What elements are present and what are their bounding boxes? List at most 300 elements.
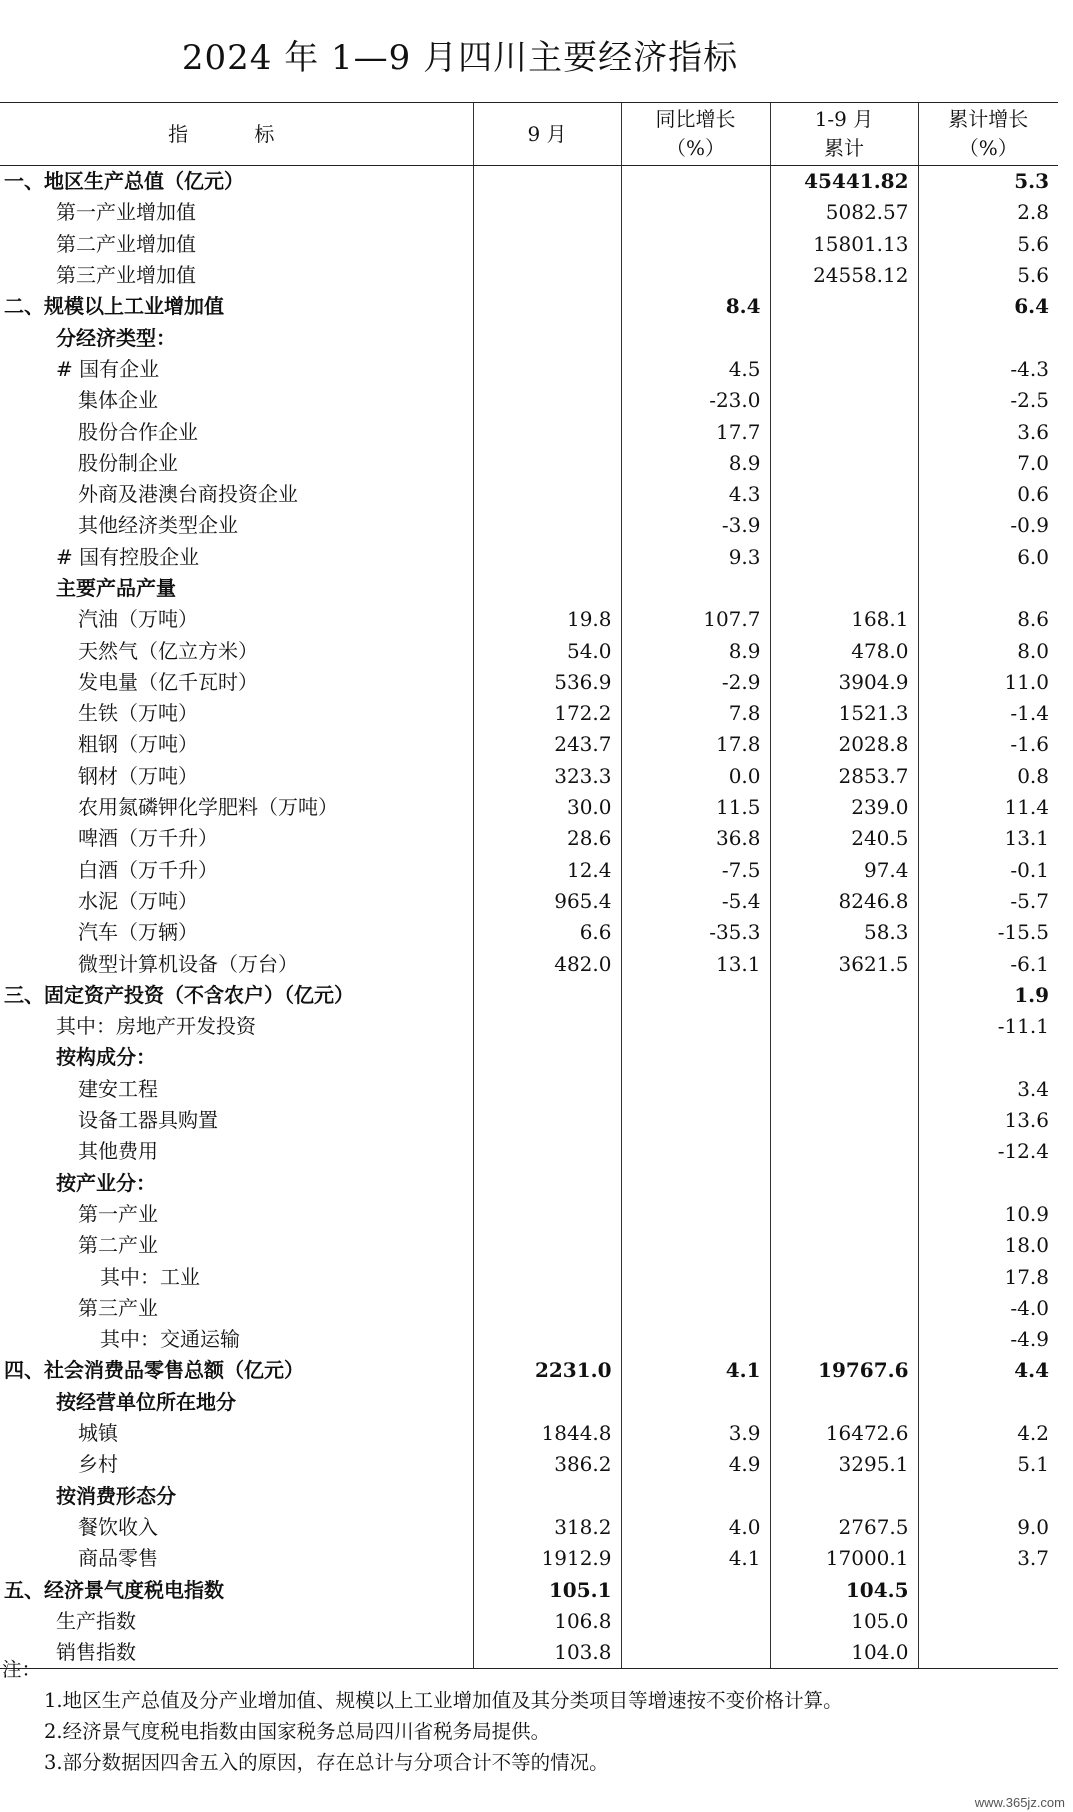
cell-cumulative-growth: -1.6 [918,729,1058,760]
cell-month-value [473,1324,621,1355]
row-label: 按构成分： [56,1045,156,1070]
header-yoy-line1: 同比增长 [655,107,736,131]
cell-yoy-growth [621,197,770,228]
table-row [0,542,1058,573]
cell-cumulative-growth: 3.7 [918,1543,1058,1574]
watermark-text: www.365jz.com [974,1795,1065,1810]
cell-month-value [473,479,621,510]
cell-cumulative-growth: -15.5 [918,917,1058,948]
table-row [0,729,1058,760]
row-label: 四、社会消费品零售总额（亿元） [4,1358,304,1383]
page-title: 2024 年 1—9 月四川主要经济指标 [181,38,739,78]
row-label: 集体企业 [78,388,158,413]
row-label: 微型计算机设备（万台） [78,951,298,976]
cell-cumulative-growth: -4.3 [918,354,1058,385]
cell-yoy-growth [621,1042,770,1073]
table-row [0,761,1058,792]
cell-month-value [473,354,621,385]
table-row [0,1136,1058,1167]
note-item: 3.部分数据因四舍五入的原因，存在总计与分项合计不等的情况。 [44,1751,609,1774]
cell-cumulative-value [770,1074,918,1105]
cell-cumulative-value: 168.1 [770,604,918,635]
cell-cumulative-growth: 0.8 [918,761,1058,792]
cell-month-value [473,1136,621,1167]
cell-yoy-growth [621,1105,770,1136]
row-label: 第一产业增加值 [56,200,196,225]
cell-cumulative-value: 239.0 [770,792,918,823]
cell-month-value [473,1261,621,1292]
cell-month-value: 386.2 [473,1449,621,1480]
cell-yoy-growth: -7.5 [621,855,770,886]
cell-yoy-growth: -2.9 [621,667,770,698]
table-row [0,1574,1058,1605]
row-label: 外商及港澳台商投资企业 [78,482,298,507]
cell-month-value [473,1387,621,1418]
header-cumulative [770,103,918,166]
table-row [0,1199,1058,1230]
table-row [0,1230,1058,1261]
cell-yoy-growth [621,1480,770,1511]
table-header-row [0,103,1058,166]
notes-section [0,1654,1060,1778]
cell-cumulative-growth [918,1042,1058,1073]
cell-cumulative-value: 2853.7 [770,761,918,792]
cell-cumulative-value [770,448,918,479]
cell-yoy-growth: 3.9 [621,1418,770,1449]
cell-cumulative-growth [918,322,1058,353]
cell-cumulative-value: 15801.13 [770,229,918,260]
cell-cumulative-growth: -2.5 [918,385,1058,416]
header-cum-growth [918,103,1058,166]
table-row [0,1387,1058,1418]
cell-cumulative-value: 58.3 [770,917,918,948]
cell-yoy-growth [621,260,770,291]
cell-cumulative-value: 45441.82 [770,166,918,198]
cell-cumulative-value [770,1480,918,1511]
cell-cumulative-value: 16472.6 [770,1418,918,1449]
cell-yoy-growth [621,1168,770,1199]
cell-cumulative-growth: -12.4 [918,1136,1058,1167]
cell-cumulative-value: 97.4 [770,855,918,886]
table-row [0,260,1058,291]
table-row [0,573,1058,604]
cell-month-value: 1912.9 [473,1543,621,1574]
row-label: 一、地区生产总值（亿元） [4,169,244,194]
cell-month-value [473,1293,621,1324]
cell-month-value [473,1105,621,1136]
cell-yoy-growth: 17.7 [621,416,770,447]
cell-month-value: 28.6 [473,823,621,854]
cell-yoy-growth: -35.3 [621,917,770,948]
table-row [0,166,1058,198]
cell-month-value [473,166,621,198]
row-label: 其中：交通运输 [100,1327,240,1352]
table-row [0,1449,1058,1480]
cell-month-value: 106.8 [473,1606,621,1637]
cell-cumulative-growth: 3.4 [918,1074,1058,1105]
table-row [0,698,1058,729]
row-label: 五、经济景气度税电指数 [4,1577,224,1602]
row-label: 其中：工业 [100,1264,200,1289]
cell-month-value [473,980,621,1011]
table-row [0,354,1058,385]
cell-cumulative-value [770,322,918,353]
cell-yoy-growth: 4.1 [621,1543,770,1574]
row-label: 第二产业增加值 [56,231,196,256]
row-label: 汽车（万辆） [78,920,198,945]
cell-yoy-growth [621,1199,770,1230]
cell-cumulative-value [770,573,918,604]
header-yoy [621,103,770,166]
row-label: # 国有控股企业 [56,544,200,569]
cell-cumulative-value: 105.0 [770,1606,918,1637]
cell-month-value: 243.7 [473,729,621,760]
cell-month-value: 103.8 [473,1637,621,1669]
cell-cumulative-growth: 4.2 [918,1418,1058,1449]
cell-cumulative-growth: -0.1 [918,855,1058,886]
cell-yoy-growth: 8.9 [621,448,770,479]
cell-cumulative-growth: 4.4 [918,1355,1058,1386]
row-label: 三、固定资产投资（不含农户）（亿元） [4,982,354,1007]
notes-heading: 注： [2,1658,42,1681]
cell-month-value [473,385,621,416]
table-row [0,792,1058,823]
cell-cumulative-growth: -5.7 [918,886,1058,917]
cell-cumulative-growth: 8.6 [918,604,1058,635]
table-row [0,1512,1058,1543]
row-label: 分经济类型： [56,325,176,350]
row-label: 第三产业增加值 [56,263,196,288]
row-label: 城镇 [78,1421,118,1446]
cell-cumulative-value: 17000.1 [770,1543,918,1574]
row-label: 农用氮磷钾化学肥料（万吨） [78,795,338,820]
table-row [0,1261,1058,1292]
cell-month-value: 172.2 [473,698,621,729]
cell-cumulative-value: 104.5 [770,1574,918,1605]
row-label: 白酒（万千升） [78,857,218,882]
table-row [0,1606,1058,1637]
cell-cumulative-growth [918,573,1058,604]
table-row [0,1074,1058,1105]
cell-cumulative-value [770,479,918,510]
cell-yoy-growth: 4.5 [621,354,770,385]
header-cumulative-line2: 累计 [824,136,864,160]
cell-cumulative-growth: 5.3 [918,166,1058,198]
header-month: 9 月 [473,103,621,166]
table-row [0,197,1058,228]
cell-cumulative-growth: 8.0 [918,635,1058,666]
cell-yoy-growth: 13.1 [621,948,770,979]
cell-yoy-growth [621,322,770,353]
cell-cumulative-value: 5082.57 [770,197,918,228]
cell-month-value: 12.4 [473,855,621,886]
cell-cumulative-value [770,1105,918,1136]
row-label: 钢材（万吨） [78,763,198,788]
cell-cumulative-value: 8246.8 [770,886,918,917]
header-cumulative-line1: 1-9 月 [814,107,874,131]
cell-cumulative-growth: 5.6 [918,229,1058,260]
cell-cumulative-growth: 11.4 [918,792,1058,823]
cell-cumulative-value [770,354,918,385]
cell-cumulative-value [770,1011,918,1042]
cell-yoy-growth: 9.3 [621,542,770,573]
table-row [0,510,1058,541]
header-cum-growth-line2: （%） [958,136,1018,160]
table-row [0,635,1058,666]
table-row [0,385,1058,416]
table-row [0,1293,1058,1324]
cell-month-value: 536.9 [473,667,621,698]
cell-cumulative-value [770,542,918,573]
cell-yoy-growth [621,166,770,198]
cell-cumulative-growth: 5.6 [918,260,1058,291]
table-row [0,886,1058,917]
cell-cumulative-growth [918,1387,1058,1418]
cell-month-value: 6.6 [473,917,621,948]
row-label: 粗钢（万吨） [78,732,198,757]
cell-cumulative-value: 24558.12 [770,260,918,291]
cell-month-value: 54.0 [473,635,621,666]
cell-month-value [473,1199,621,1230]
cell-cumulative-growth: 5.1 [918,1449,1058,1480]
cell-cumulative-growth [918,1480,1058,1511]
row-label: 其他费用 [78,1139,158,1164]
cell-yoy-growth [621,1293,770,1324]
table-row [0,1168,1058,1199]
cell-yoy-growth [621,1136,770,1167]
cell-month-value [473,1480,621,1511]
table-row [0,1042,1058,1073]
cell-cumulative-growth: 2.8 [918,197,1058,228]
indicators-table [0,102,1058,1669]
cell-yoy-growth: 36.8 [621,823,770,854]
cell-cumulative-growth [918,1574,1058,1605]
cell-month-value [473,448,621,479]
cell-month-value: 1844.8 [473,1418,621,1449]
cell-month-value [473,542,621,573]
row-label: 第三产业 [78,1295,158,1320]
row-label: 商品零售 [78,1546,158,1571]
cell-cumulative-value: 3295.1 [770,1449,918,1480]
table-row [0,917,1058,948]
cell-yoy-growth [621,1574,770,1605]
header-yoy-line2: （%） [665,136,725,160]
cell-yoy-growth [621,573,770,604]
cell-month-value: 482.0 [473,948,621,979]
cell-month-value: 318.2 [473,1512,621,1543]
row-label: 生产指数 [56,1608,136,1633]
row-label: 主要产品产量 [56,576,176,600]
cell-cumulative-growth: 18.0 [918,1230,1058,1261]
cell-cumulative-growth: -4.9 [918,1324,1058,1355]
cell-cumulative-value: 19767.6 [770,1355,918,1386]
table-row [0,1011,1058,1042]
cell-month-value [473,1042,621,1073]
cell-cumulative-growth: 9.0 [918,1512,1058,1543]
cell-yoy-growth [621,1230,770,1261]
header-cum-growth-line1: 累计增长 [948,107,1029,131]
cell-month-value: 105.1 [473,1574,621,1605]
row-label: 发电量（亿千瓦时） [78,669,258,694]
cell-month-value [473,1074,621,1105]
cell-yoy-growth: 4.3 [621,479,770,510]
cell-yoy-growth: 11.5 [621,792,770,823]
table-row [0,229,1058,260]
table-row [0,1418,1058,1449]
cell-cumulative-value: 3621.5 [770,948,918,979]
cell-yoy-growth: 4.1 [621,1355,770,1386]
row-label: 啤酒（万千升） [78,826,218,851]
cell-yoy-growth [621,1011,770,1042]
row-label: 其中：房地产开发投资 [56,1014,256,1039]
cell-month-value [473,260,621,291]
row-label: 生铁（万吨） [78,701,198,726]
table-row [0,855,1058,886]
cell-yoy-growth: -5.4 [621,886,770,917]
table-row [0,1543,1058,1574]
cell-yoy-growth: 8.4 [621,291,770,322]
cell-yoy-growth [621,229,770,260]
cell-cumulative-value: 2767.5 [770,1512,918,1543]
cell-month-value: 30.0 [473,792,621,823]
cell-cumulative-growth: -0.9 [918,510,1058,541]
cell-month-value: 323.3 [473,761,621,792]
table-body [0,166,1058,1669]
cell-month-value [473,229,621,260]
cell-cumulative-value [770,980,918,1011]
cell-cumulative-value [770,385,918,416]
cell-yoy-growth: 8.9 [621,635,770,666]
table-row [0,1324,1058,1355]
table-row [0,948,1058,979]
cell-month-value [473,291,621,322]
table-row [0,1355,1058,1386]
cell-month-value [473,1230,621,1261]
cell-yoy-growth: -3.9 [621,510,770,541]
cell-month-value [473,322,621,353]
cell-cumulative-growth: 7.0 [918,448,1058,479]
cell-cumulative-value: 1521.3 [770,698,918,729]
cell-yoy-growth [621,1074,770,1105]
cell-cumulative-value [770,416,918,447]
cell-cumulative-value: 3904.9 [770,667,918,698]
cell-cumulative-value [770,1168,918,1199]
cell-cumulative-growth: 17.8 [918,1261,1058,1292]
cell-cumulative-value [770,1261,918,1292]
cell-cumulative-growth: -11.1 [918,1011,1058,1042]
cell-month-value [473,197,621,228]
row-label: 第二产业 [78,1233,158,1258]
cell-cumulative-growth: 13.1 [918,823,1058,854]
row-label: 销售指数 [0,1637,473,1669]
cell-month-value [473,1168,621,1199]
cell-cumulative-growth: 6.4 [918,291,1058,322]
table-row [0,416,1058,447]
cell-yoy-growth: 7.8 [621,698,770,729]
cell-month-value: 19.8 [473,604,621,635]
row-label: 按经营单位所在地分 [56,1389,236,1414]
row-label: 按消费形态分 [56,1483,176,1508]
table-row [0,980,1058,1011]
table-row [0,448,1058,479]
note-item: 1.地区生产总值及分产业增加值、规模以上工业增加值及其分类项目等增速按不变价格计算。 [44,1689,843,1712]
cell-yoy-growth: 0.0 [621,761,770,792]
row-label: 二、规模以上工业增加值 [4,294,224,319]
table-row [0,479,1058,510]
table-row [0,1105,1058,1136]
row-label: 乡村 [78,1452,118,1477]
cell-cumulative-growth: 13.6 [918,1105,1058,1136]
row-label: 按产业分： [56,1170,156,1195]
cell-yoy-growth [621,1387,770,1418]
cell-cumulative-growth: 6.0 [918,542,1058,573]
row-label: 汽油（万吨） [78,607,198,632]
cell-cumulative-growth: 0.6 [918,479,1058,510]
cell-month-value [473,1011,621,1042]
cell-cumulative-value [770,1324,918,1355]
cell-cumulative-growth [918,1168,1058,1199]
row-label: 天然气（亿立方米） [78,638,258,663]
cell-yoy-growth: 4.9 [621,1449,770,1480]
cell-cumulative-value [770,510,918,541]
row-label: 建安工程 [78,1076,158,1101]
cell-cumulative-value [770,1293,918,1324]
cell-yoy-growth [621,1261,770,1292]
table-row [0,667,1058,698]
cell-cumulative-value [770,291,918,322]
cell-cumulative-value: 240.5 [770,823,918,854]
table-row [0,823,1058,854]
row-label: # 国有企业 [56,356,160,381]
cell-month-value: 2231.0 [473,1355,621,1386]
row-label: 餐饮收入 [78,1514,158,1539]
row-label: 设备工器具购置 [78,1108,218,1133]
cell-month-value [473,510,621,541]
table-row [0,604,1058,635]
cell-month-value: 965.4 [473,886,621,917]
row-label: 第一产业 [78,1201,158,1226]
cell-cumulative-value: 2028.8 [770,729,918,760]
row-label: 股份制企业 [78,450,178,475]
header-indicator: 指 标 [0,103,473,166]
cell-cumulative-growth: -1.4 [918,698,1058,729]
cell-cumulative-growth: -6.1 [918,948,1058,979]
note-item: 2.经济景气度税电指数由国家税务总局四川省税务局提供。 [44,1720,551,1743]
cell-cumulative-growth: 3.6 [918,416,1058,447]
table-row [0,291,1058,322]
row-label: 其他经济类型企业 [78,513,238,538]
cell-yoy-growth: 4.0 [621,1512,770,1543]
cell-month-value [473,573,621,604]
cell-cumulative-value [770,1230,918,1261]
row-label: 水泥（万吨） [78,888,198,913]
cell-cumulative-value: 478.0 [770,635,918,666]
cell-cumulative-value [770,1199,918,1230]
cell-yoy-growth: 107.7 [621,604,770,635]
cell-cumulative-growth: 11.0 [918,667,1058,698]
cell-yoy-growth [621,1324,770,1355]
table-row [0,322,1058,353]
cell-yoy-growth: 17.8 [621,729,770,760]
cell-cumulative-value: 104.0 [770,1637,918,1669]
cell-yoy-growth [621,1606,770,1637]
cell-month-value [473,416,621,447]
cell-cumulative-value [770,1136,918,1167]
table-row [0,1480,1058,1511]
cell-yoy-growth: -23.0 [621,385,770,416]
cell-cumulative-value [770,1042,918,1073]
cell-cumulative-growth: -4.0 [918,1293,1058,1324]
